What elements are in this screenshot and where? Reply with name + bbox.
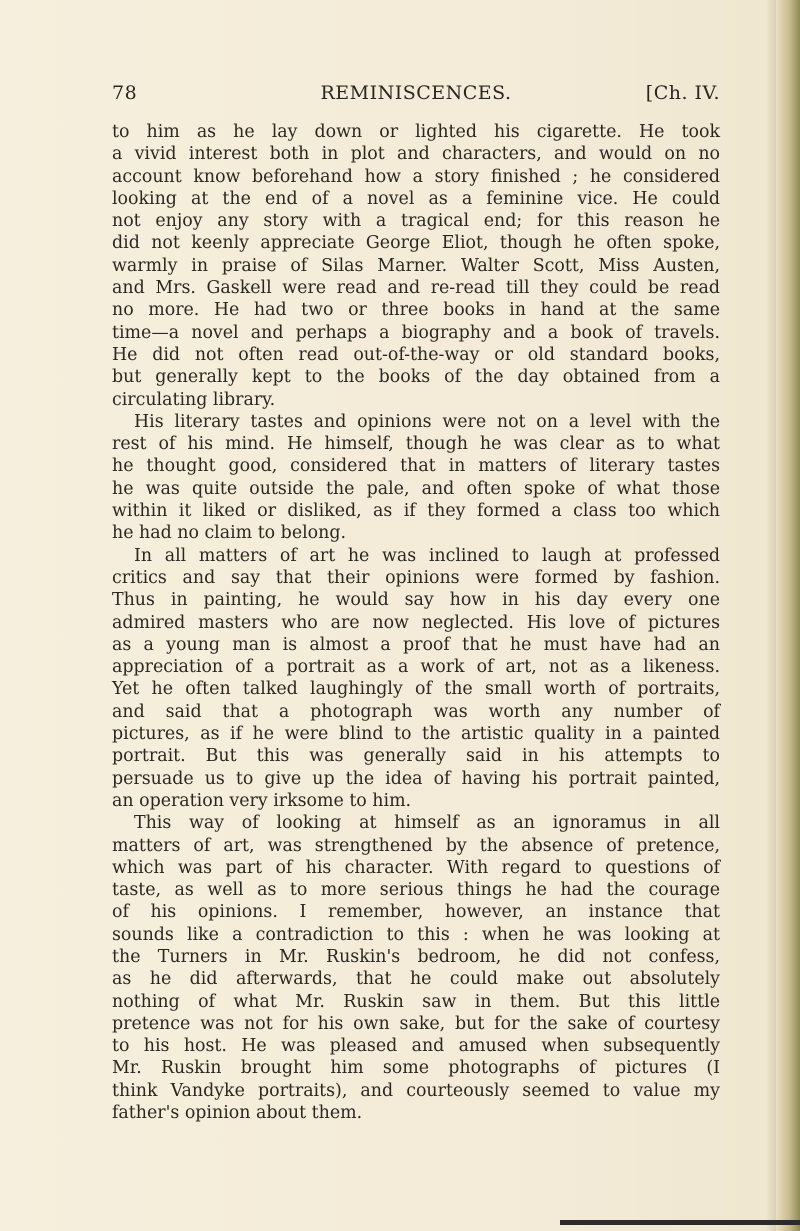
- text-line: pictures, as if he were blind to the artistic quality in a painted: [112, 724, 720, 745]
- text-line: he had no claim to belong.: [112, 523, 347, 544]
- text-line: circulating library.: [112, 389, 276, 410]
- text-line: as he did afterwards, that he could make out absolutely: [112, 969, 720, 990]
- text-line: looking at the end of a novel as a feminine vice. He could: [112, 188, 720, 209]
- text-line: portrait. But this was generally said in his attempts to: [112, 746, 720, 767]
- text-line: he thought good, considered that in matters of literary tastes: [112, 456, 720, 477]
- text-line: Mr. Ruskin brought him some photographs of pictures (I: [112, 1058, 720, 1079]
- text-line: and Mrs. Gaskell were read and re-read till they could be read: [112, 278, 720, 299]
- text-line: time—a novel and perhaps a biography and a book of travels.: [112, 322, 720, 343]
- text-line: critics and say that their opinions were formed by fashion.: [112, 567, 720, 588]
- text-line: but generally kept to the books of the day obtained from a: [112, 367, 720, 388]
- text-line: warmly in praise of Silas Marner. Walter Scott, Miss Austen,: [112, 255, 720, 276]
- text-line: as a young man is almost a proof that he must have had an: [112, 634, 720, 655]
- page-gutter-shadow: [766, 0, 776, 1231]
- text-line: Thus in painting, he would say how in his day every one: [112, 590, 720, 611]
- text-line: nothing of what Mr. Ruskin saw in them. But this little: [112, 991, 720, 1012]
- text-line: admired masters who are now neglected. His love of pictures: [112, 612, 720, 633]
- text-line: the Turners in Mr. Ruskin's bedroom, he did not confess,: [112, 946, 720, 967]
- text-line: matters of art, was strengthened by the absence of pretence,: [112, 835, 720, 856]
- text-line: not enjoy any story with a tragical end; for this reason he: [112, 211, 720, 232]
- text-line: father's opinion about them.: [112, 1103, 363, 1124]
- text-line: account know beforehand how a story finished ; he considered: [112, 166, 720, 187]
- chapter-marker: [Ch. IV.: [645, 82, 720, 104]
- text-line: of his opinions. I remember, however, an instance that: [112, 902, 720, 923]
- text-line: think Vandyke portraits), and courteously seemed to value my: [112, 1080, 720, 1101]
- page-number: 78: [112, 82, 138, 104]
- text-line: did not keenly appreciate George Eliot, though he often spoke,: [112, 233, 720, 254]
- text-line: This way of looking at himself as an ignoramus in all: [134, 813, 720, 834]
- text-line: within it liked or disliked, as if they formed a class too which: [112, 501, 720, 522]
- text-line: Yet he often talked laughingly of the small worth of portraits,: [112, 679, 720, 700]
- text-line: a vivid interest both in plot and characters, and would on no: [112, 144, 720, 165]
- text-line: he was quite outside the pale, and often spoke of what those: [112, 478, 720, 499]
- text-line: which was part of his character. With regard to questions of: [112, 857, 720, 878]
- text-line: to him as he lay down or lighted his cigarette. He took: [112, 122, 720, 142]
- text-line: an operation very irksome to him.: [112, 790, 412, 811]
- text-line: persuade us to give up the idea of having his portrait painted,: [112, 768, 720, 789]
- page-edge: [776, 0, 800, 1231]
- running-title: REMINISCENCES.: [320, 82, 512, 104]
- text-line: In all matters of art he was inclined to laugh at professed: [134, 545, 720, 566]
- text-line: pretence was not for his own sake, but for the sake of courtesy: [112, 1013, 720, 1034]
- text-line: no more. He had two or three books in hand at the same: [112, 300, 720, 321]
- body-text: [112, 121, 720, 1124]
- text-line: rest of his mind. He himself, though he was clear as to what: [112, 434, 720, 455]
- text-line: He did not often read out-of-the-way or old standard books,: [112, 344, 720, 365]
- bottom-rule: [560, 1220, 800, 1225]
- text-line: to his host. He was pleased and amused when subsequently: [112, 1036, 720, 1057]
- text-line: sounds like a contradiction to this : when he was looking at: [112, 924, 720, 945]
- text-line: His literary tastes and opinions were not on a level with the: [134, 411, 720, 432]
- text-line: and said that a photograph was worth any number of: [112, 701, 720, 722]
- text-line: taste, as well as to more serious things he had the courage: [112, 880, 720, 901]
- running-header: [112, 82, 720, 108]
- text-line: appreciation of a portrait as a work of art, not as a likeness.: [112, 657, 720, 678]
